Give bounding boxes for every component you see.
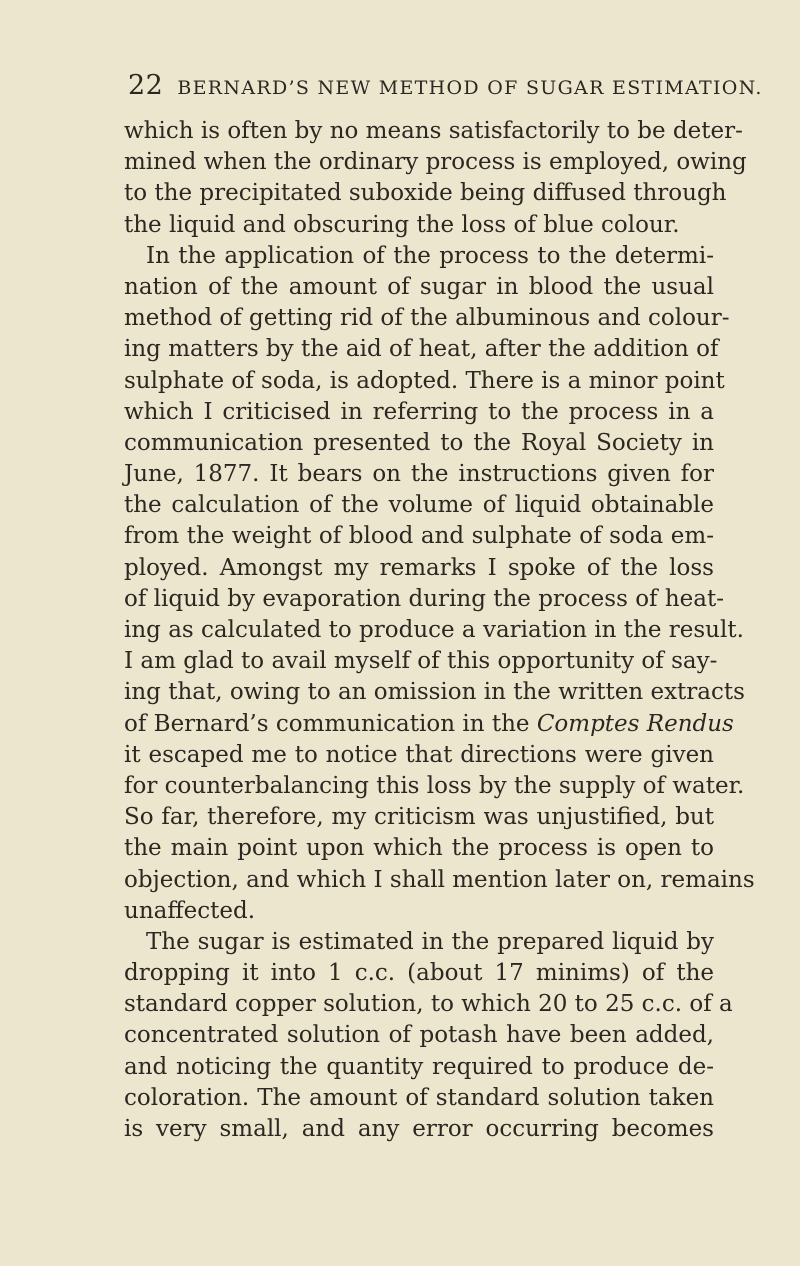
text-line: June, 1877. It bears on the instructions given for <box>124 461 714 488</box>
running-title: BERNARD’S NEW METHOD OF SUGAR ESTIMATION. <box>177 77 763 99</box>
text-line: which is often by no means satisfactorily to be deter- <box>124 118 743 144</box>
body-text <box>124 116 755 1145</box>
text-line: unaffected. <box>124 897 256 924</box>
text-line: method of getting rid of the albuminous and colour- <box>124 305 730 332</box>
journal-title: Comptes Rendus <box>536 710 734 737</box>
text-line: coloration. The amount of standard solution taken <box>124 1084 714 1111</box>
text-line: the calculation of the volume of liquid obtainable <box>124 492 714 519</box>
text-line: to the precipitated suboxide being diffused through <box>124 180 727 207</box>
text-line: mined when the ordinary process is employed, owing <box>124 149 747 176</box>
text-line: ing matters by the aid of heat, after the addition of <box>124 336 719 363</box>
text-line: nation of the amount of sugar in blood the usual <box>124 273 714 300</box>
paragraph-start-line: The sugar is estimated in the prepared liquid by <box>146 928 714 955</box>
text-line: and noticing the quantity required to produce de- <box>124 1053 714 1080</box>
text-line: communication presented to the Royal Society in <box>124 429 714 456</box>
text-line: So far, therefore, my criticism was unjustified, but <box>124 804 714 831</box>
text-line: ing as calculated to produce a variation in the result. <box>124 617 744 643</box>
text-line: from the weight of blood and sulphate of soda em- <box>124 523 714 550</box>
text-line: sulphate of soda, is adopted. There is a minor point <box>124 367 725 394</box>
text-line: ployed. Amongst my remarks I spoke of the loss <box>124 554 714 581</box>
text-line: of liquid by evaporation during the process of heat- <box>124 585 725 612</box>
text-fragment: of Bernard’s communication in the <box>124 710 537 737</box>
text-line: standard copper solution, to which 20 to 25 c.c. of a <box>124 991 733 1018</box>
text-line: is very small, and any error occurring becomes <box>124 1116 714 1142</box>
paragraph-start-line: In the application of the process to the determi- <box>146 242 714 269</box>
text-line: concentrated solution of potash have been added, <box>124 1022 714 1049</box>
text-line: dropping it into 1 c.c. (about 17 minims) of the <box>124 960 714 987</box>
text-line: which I criticised in referring to the process in a <box>124 398 714 425</box>
running-head <box>128 70 763 106</box>
text-line: objection, and which I shall mention later on, remains <box>124 866 755 893</box>
text-line: ing that, owing to an omission in the written extracts <box>124 679 745 706</box>
text-line-with-title <box>124 709 734 740</box>
text-line: the liquid and obscuring the loss of blue colour. <box>124 211 680 238</box>
text-line: for counterbalancing this loss by the supply of water. <box>124 772 745 799</box>
text-line: it escaped me to notice that directions were given <box>124 741 714 768</box>
text-line: the main point upon which the process is open to <box>124 835 714 862</box>
page-number: 22 <box>128 70 164 101</box>
text-line: I am glad to avail myself of this opportunity of say- <box>124 648 718 675</box>
